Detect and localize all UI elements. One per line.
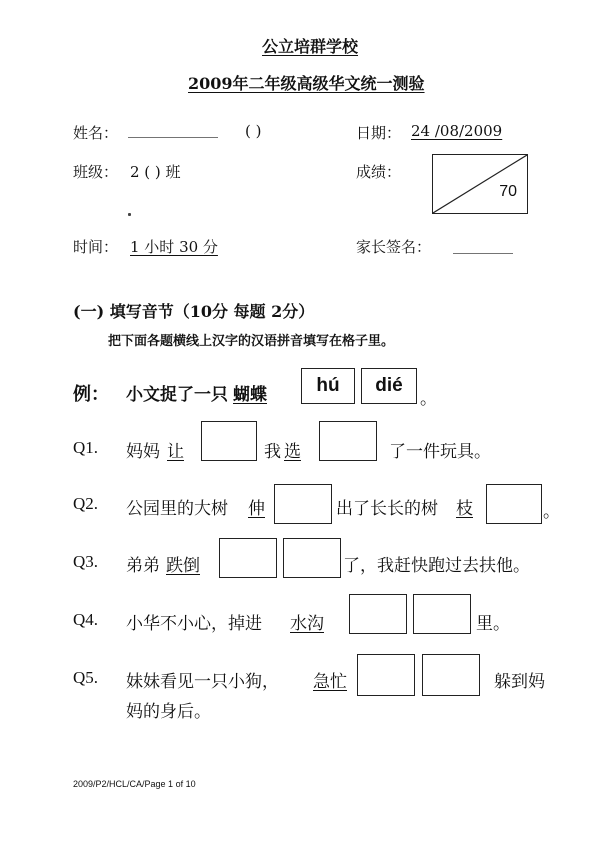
q4-text-1: 小华不小心，掉进: [126, 614, 262, 634]
parent-signature-blank[interactable]: ________: [453, 236, 513, 254]
date-value: 24 /08/2009: [411, 122, 503, 140]
q5-underlined-1: 急忙: [313, 672, 347, 692]
example-answer-2: dié: [375, 375, 403, 396]
q3-number: Q3.: [73, 552, 99, 571]
score-box: [432, 154, 528, 214]
q5-text-2: 躲到妈: [494, 672, 545, 692]
page-footer: 2009/P2/HCL/CA/Page 1 of 10: [73, 779, 196, 789]
stray-mark: [128, 213, 131, 216]
q5-answer-box-2[interactable]: [422, 654, 480, 696]
q1-underlined-2: 选: [284, 442, 301, 462]
q2-underlined-1: 伸: [248, 499, 265, 519]
time-value: 1 小时 30 分: [130, 238, 218, 256]
q4-underlined-1: 水沟: [290, 614, 324, 634]
name-label: 姓名：: [73, 124, 119, 142]
example-answer-1: hú: [316, 375, 340, 396]
example-underlined-word: 蝴蝶: [233, 385, 267, 405]
class-value[interactable]: 2 ( ) 班: [130, 163, 181, 181]
name-paren[interactable]: ( ): [245, 122, 262, 140]
q1-answer-box-1[interactable]: [201, 421, 257, 461]
q1-answer-box-2[interactable]: [319, 421, 377, 461]
parent-signature-label: 家长签名：: [356, 238, 432, 256]
score-value: 70: [499, 183, 517, 200]
class-label: 班级：: [73, 163, 119, 181]
q2-text-2: 出了长长的树: [336, 499, 438, 519]
school-name: 公立培群学校: [262, 37, 359, 56]
score-label: 成绩：: [356, 163, 402, 181]
q1-text-1: 妈妈: [126, 442, 160, 462]
q5-answer-box-1[interactable]: [357, 654, 415, 696]
q2-number: Q2.: [73, 494, 99, 513]
q5-text-line-2: 妈的身后。: [126, 702, 211, 722]
example-text: 小文捉了一只: [126, 385, 228, 405]
q1-text-3: 了一件玩具。: [389, 442, 491, 462]
q4-number: Q4.: [73, 610, 99, 629]
exam-title: 2009年二年级高级华文统一测验: [188, 74, 425, 93]
example-answer-box-2: [361, 368, 417, 404]
q5-text-1: 妹妹看见一只小狗，: [126, 672, 279, 692]
q1-number: Q1.: [73, 438, 99, 457]
section-instruction: 把下面各题横线上汉字的汉语拼音填写在格子里。: [108, 334, 395, 349]
example-label: 例：: [73, 384, 109, 405]
q3-answer-box-1[interactable]: [219, 538, 277, 578]
q2-answer-box-1[interactable]: [274, 484, 332, 524]
q3-text-1: 弟弟: [126, 556, 160, 576]
name-blank[interactable]: ____________: [128, 120, 218, 138]
q4-answer-box-1[interactable]: [349, 594, 407, 634]
q1-underlined-1: 让: [167, 442, 184, 462]
q3-answer-box-2[interactable]: [283, 538, 341, 578]
q4-answer-box-2[interactable]: [413, 594, 471, 634]
q5-number: Q5.: [73, 668, 99, 687]
example-answer-box-1: [301, 368, 355, 404]
q2-text-3: 。: [543, 502, 560, 522]
q1-text-2: 我: [264, 442, 281, 462]
q2-text-1: 公园里的大树: [126, 499, 228, 519]
date-label: 日期：: [356, 124, 402, 142]
q3-text-2: 了，我赶快跑过去扶他。: [343, 556, 530, 576]
section-heading: (一) 填写音节（10分 每题 2分）: [73, 302, 315, 321]
q2-underlined-2: 枝: [456, 499, 473, 519]
example-period: 。: [420, 389, 437, 409]
time-label: 时间：: [73, 238, 119, 256]
q4-text-2: 里。: [476, 614, 510, 634]
q2-answer-box-2[interactable]: [486, 484, 542, 524]
q3-underlined-1: 跌倒: [166, 556, 200, 576]
